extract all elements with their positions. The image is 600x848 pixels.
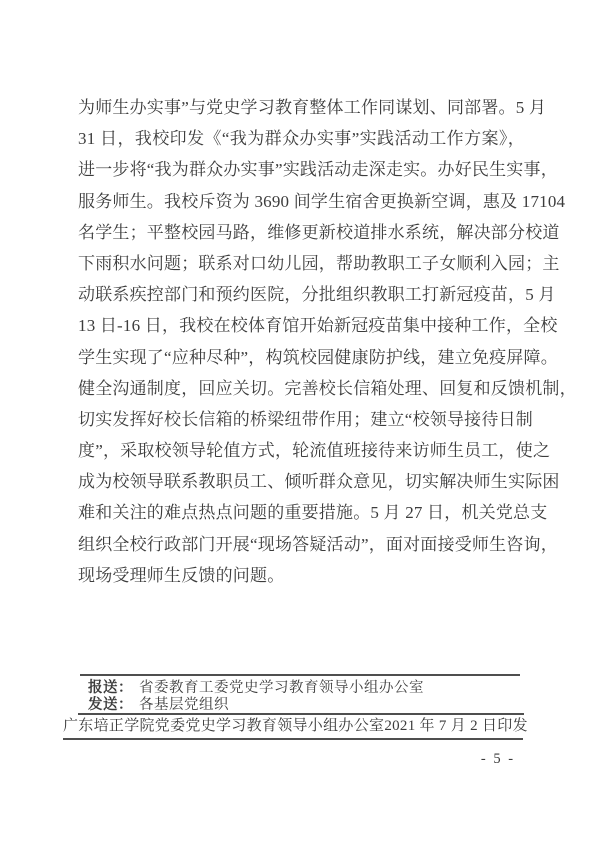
document-body	[78, 92, 577, 591]
body-line: 动联系疾控部门和预约医院，分批组织教职工打新冠疫苗，5 月	[78, 285, 556, 305]
report-to-line	[88, 679, 424, 697]
body-line: 下雨积水问题；联系对口幼儿园，帮助教职工子女顺利入园；主	[78, 253, 560, 273]
send-to-line	[88, 696, 229, 714]
footer-top-rule	[80, 674, 520, 676]
report-to-label: 报送：	[88, 680, 133, 696]
body-line: 组织全校行政部门开展“现场答疑活动”，面对面接受师生咨询，	[78, 534, 558, 554]
body-line: 切实发挥好校长信箱的桥梁纽带作用；建立“校领导接待日制	[78, 409, 533, 429]
issuer-line	[63, 717, 528, 736]
issuer-name: 广东培正学院党委党史学习教育领导小组办公室	[63, 718, 385, 734]
send-to-value: 各基层党组织	[139, 697, 229, 713]
body-line: 难和关注的难点热点问题的重要措施。5 月 27 日，机关党总支	[78, 503, 548, 523]
send-to-label: 发送：	[88, 697, 133, 713]
body-line: 健全沟通制度，回应关切。完善校长信箱处理、回复和反馈机制，	[78, 378, 577, 398]
body-line: 31 日，我校印发《“我为群众办实事”实践活动工作方案》，	[78, 129, 525, 149]
body-line: 13 日-16 日，我校在校体育馆开始新冠疫苗集中接种工作，全校	[78, 316, 558, 336]
footer-middle-rule	[78, 713, 524, 715]
body-line: 学生实现了“应种尽种”，构筑校园健康防护线，建立免疫屏障。	[78, 347, 558, 367]
issue-date: 2021 年 7 月 2 日印发	[384, 718, 528, 734]
page-number: - 5 -	[480, 751, 516, 767]
body-line: 进一步将“我为群众办实事”实践活动走深走实。办好民生实事，	[78, 160, 558, 180]
body-line: 现场受理师生反馈的问题。	[78, 565, 285, 585]
body-line: 名学生；平整校园马路，维修更新校道排水系统，解决部分校道	[78, 222, 560, 242]
body-line: 为师生办实事”与党史学习教育整体工作同谋划、同部署。5 月	[78, 98, 547, 117]
body-line: 服务师生。我校斥资为 3690 间学生宿舍更换新空调，惠及 17104	[78, 191, 566, 211]
footer-bottom-rule	[63, 738, 523, 740]
body-line: 成为校领导联系教职员工、倾听群众意见，切实解决师生实际困	[78, 472, 560, 492]
body-line: 度”，采取校领导轮值方式，轮流值班接待来访师生员工，使之	[78, 441, 551, 461]
report-to-value: 省委教育工委党史学习教育领导小组办公室	[139, 680, 424, 696]
